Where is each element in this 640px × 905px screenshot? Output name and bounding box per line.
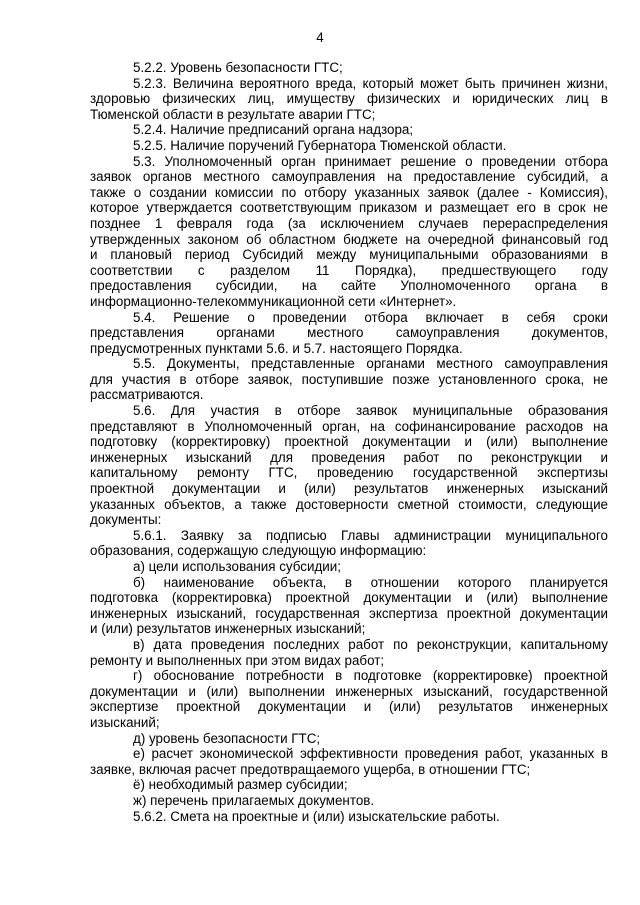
text-line: подготовка (корректировка) проектной документации и (или) выполнение — [90, 590, 608, 606]
paragraph — [90, 528, 608, 559]
text-line: для участия в отборе заявок, поступившие позже установленного срока, не — [90, 371, 608, 387]
text-line: подготовку (корректировку) проектной документации и (или) выполнение — [90, 434, 608, 450]
paragraph — [90, 746, 608, 777]
paragraph — [90, 403, 608, 528]
text-line: е) расчет экономической эффективности проведения работ, указанных в — [133, 746, 608, 762]
paragraph — [90, 809, 608, 825]
text-line: инженерных изысканий для проведения работ по реконструкции и — [90, 449, 608, 465]
paragraph — [90, 356, 608, 403]
text-line: 5.5. Документы, представленные органами местного самоуправления — [133, 356, 608, 372]
text-line: предусмотренных пунктами 5.6. и 5.7. настоящего Порядка. — [90, 340, 463, 356]
text-line: 5.6.1. Заявку за подписью Главы администрации муниципального — [133, 527, 608, 543]
text-line: документы: — [90, 512, 162, 528]
text-line: 5.2.5. Наличие поручений Губернатора Тюменской области. — [133, 137, 507, 153]
text-line: позднее 1 февраля года (за исключением случаев перераспределения — [90, 215, 608, 231]
text-line: 5.2.2. Уровень безопасности ГТС; — [133, 60, 343, 75]
text-line: а) цели использования субсидии; — [133, 559, 341, 574]
text-line: которое утверждается соответствующим приказом и размещает его в срок не — [90, 200, 608, 216]
text-line: в) дата проведения последних работ по реконструкции, капитальному — [133, 636, 608, 652]
text-line: указанных объектов, а также достоверности сметной стоимости, следующие — [90, 496, 608, 512]
text-line: документации и (или) выполнении инженерных изысканий, государственной — [90, 683, 608, 699]
text-line: предоставления субсидии, на сайте Уполномоченного органа в — [90, 278, 608, 294]
text-line: образования, содержащую следующую информацию: — [90, 543, 427, 559]
paragraph — [90, 154, 608, 310]
text-line: представления органами местного самоуправления документов, — [90, 325, 608, 341]
paragraph — [90, 310, 608, 357]
text-line: 5.3. Уполномоченный орган принимает решение о проведении отбора — [133, 153, 608, 169]
text-line: ё) необходимый размер субсидии; — [133, 777, 348, 793]
text-line: представляют в Уполномоченный орган, на софинансирование расходов на — [90, 418, 608, 434]
text-line: и (или) результатов инженерных изысканий; — [90, 621, 366, 637]
text-line: утвержденных законом об областном бюджете на очередной финансовый год — [90, 231, 608, 247]
text-line: 5.6. Для участия в отборе заявок муниципальные образования — [133, 403, 608, 419]
text-line: 5.4. Решение о проведении отбора включает в себя сроки — [133, 309, 608, 325]
text-line: 5.2.4. Наличие предписаний органа надзора; — [133, 122, 414, 138]
text-line: также о создании комиссии по отбору указанных заявок (далее - Комиссия), — [90, 184, 608, 200]
paragraph — [90, 138, 608, 154]
text-line: Тюменской области в результате аварии ГТС; — [90, 106, 376, 122]
paragraph — [90, 76, 608, 123]
text-line: изысканий; — [90, 714, 160, 730]
text-line: д) уровень безопасности ГТС; — [133, 730, 321, 746]
paragraph — [90, 637, 608, 668]
text-line: рассматриваются. — [90, 387, 204, 403]
text-line: инженерных изысканий, государственная экспертиза проектной документации — [90, 605, 608, 621]
text-line: ж) перечень прилагаемых документов. — [133, 792, 375, 808]
text-line: и плановый период Субсидий между муниципальными образованиями в — [90, 247, 608, 263]
paragraph — [90, 575, 608, 637]
text-line: здоровью физических лиц, имуществу физических и юридических лиц в — [90, 91, 608, 107]
paragraph — [90, 793, 608, 809]
paragraph — [90, 777, 608, 793]
text-line: 5.6.2. Смета на проектные и (или) изыскательские работы. — [133, 808, 500, 824]
page-number: 4 — [316, 30, 324, 45]
text-line: соответствии с разделом 11 Порядка), предшествующего году — [90, 262, 608, 278]
text-line: заявке, включая расчет предотвращаемого ущерба, в отношении ГТС; — [90, 761, 531, 777]
text-line: ремонту и выполненных при этом видах работ; — [90, 652, 385, 668]
paragraph — [90, 60, 608, 76]
document-body — [90, 60, 608, 824]
text-line: б) наименование объекта, в отношении которого планируется — [133, 574, 608, 590]
text-line: г) обоснование потребности в подготовке (корректировке) проектной — [133, 668, 608, 684]
text-line: капитальному ремонту ГТС, проведению государственной экспертизы — [90, 465, 608, 481]
paragraph — [90, 668, 608, 730]
text-line: заявок органов местного самоуправления на предоставление субсидий, а — [90, 169, 608, 185]
text-line: экспертизе проектной документации и (или) результатов инженерных — [90, 699, 608, 715]
paragraph — [90, 122, 608, 138]
text-line: проектной документации и (или) результатов инженерных изысканий — [90, 481, 608, 497]
text-line: информационно-телекоммуникационной сети «Интернет». — [90, 293, 457, 309]
paragraph — [90, 559, 608, 575]
text-line: 5.2.3. Величина вероятного вреда, который может быть причинен жизни, — [133, 75, 608, 91]
paragraph — [90, 731, 608, 747]
